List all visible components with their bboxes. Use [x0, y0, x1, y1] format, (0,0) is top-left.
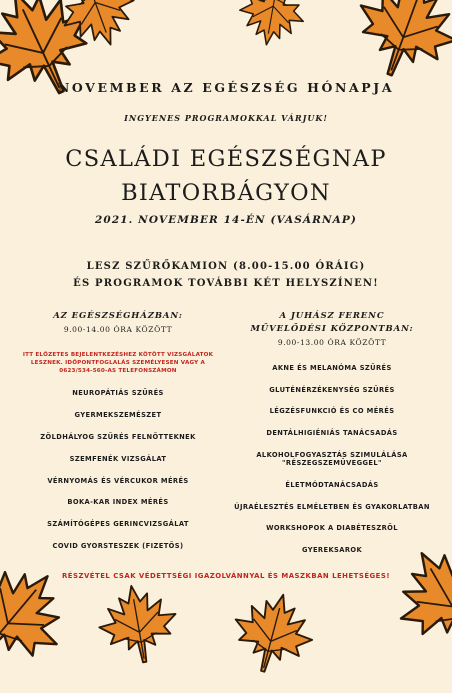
event-title-line-2: BIATORBÁGYON: [121, 180, 331, 206]
left-venue-name: AZ EGÉSZSÉGHÁZBAN:: [53, 311, 183, 321]
event-title: [0, 142, 452, 210]
invite-subtitle: INGYENES PROGRAMOKKAL VÁRJUK!: [124, 113, 328, 123]
list-item: ÉLETMÓDTANÁCSADÁS: [285, 481, 379, 490]
left-program-list: [18, 389, 218, 551]
right-venue-hours: 9.00-13.00 ÓRA KÖZÖTT: [277, 338, 387, 347]
list-item: GLUTÉNÉRZÉKENYSÉG SZŰRÉS: [269, 385, 395, 394]
list-item: ZÖLDHÁLYOG SZŰRÉS FELNŐTTEKNEK: [40, 432, 196, 441]
footer-note: RÉSZVÉTEL CSAK VÉDETTSÉGI IGAZOLVÁNNYAL ÉS MASZKBAN LEHETSÉGES!: [62, 572, 390, 580]
screening-line-2: ÉS PROGRAMOK TOVÁBBI KÉT HELYSZÍNEN!: [73, 278, 379, 289]
list-item: LÉGZÉSFUNKCIÓ ÉS CO MÉRÉS: [269, 407, 395, 416]
right-program-list: [232, 364, 432, 555]
right-venue-name-line-2: MŰVELŐDÉSI KÖZPONTBAN:: [250, 324, 414, 334]
right-venue-name: [232, 310, 432, 336]
list-item: ÚJRAÉLESZTÉS ELMÉLETBEN ÉS GYAKORLATBAN: [234, 502, 430, 511]
right-venue: [232, 310, 432, 568]
maple-leaf-icon: [227, 0, 318, 54]
booking-note: ITT ELŐZETES BEJELENTKEZÉSHEZ KÖTÖTT VIZSGÁLATOK LESZNEK. IDŐPONTFOGLALÁS SZEMÉLYESEN VAGY A 0623/534-560-AS TELEFONSZÁMON: [22, 352, 214, 374]
event-date: 2021. NOVEMBER 14-ÉN (VASÁRNAP): [95, 214, 357, 226]
list-item: SZEMFENÉK VIZSGÁLAT: [69, 454, 167, 463]
list-item: GYEREKSAROK: [301, 546, 363, 555]
right-venue-name-line-1: A JUHÁSZ FERENC: [279, 311, 385, 321]
screening-line-1: LESZ SZŰRŐKAMION (8.00-15.00 ÓRÁIG): [86, 261, 366, 272]
list-item: GYERMEKSZEMÉSZET: [74, 410, 162, 419]
list-item: DENTÁLHIGIÉNIÁS TANÁCSADÁS: [266, 429, 398, 438]
screening-info: [0, 258, 452, 292]
list-item: ALKOHOLFOGYASZTÁS SZIMULÁLÁSA "RÉSZEGSZEMÜVEGGEL": [256, 450, 408, 468]
list-item: VÉRNYOMÁS ÉS VÉRCUKOR MÉRÉS: [47, 476, 189, 485]
left-venue: [18, 310, 218, 564]
list-item: COVID GYORSTESZEK (FIZETŐS): [52, 542, 184, 551]
list-item: SZÁMÍTÓGÉPES GERINCVIZSGÁLAT: [47, 520, 189, 529]
list-item: AKNE ÉS MELANÓMA SZŰRÉS: [272, 364, 392, 372]
list-item: WORKSHOPOK A DIABÉTESZRŐL: [266, 524, 398, 533]
month-title: NOVEMBER AZ EGÉSZSÉG HÓNAPJA: [57, 80, 395, 95]
left-venue-hours: 9.00-14.00 ÓRA KÖZÖTT: [63, 325, 173, 334]
maple-leaf-icon: [89, 575, 186, 672]
maple-leaf-icon: [220, 580, 325, 685]
list-item: BOKA-KAR INDEX MÉRÉS: [67, 498, 169, 507]
event-title-line-1: CSALÁDI EGÉSZSÉGNAP: [65, 146, 387, 172]
list-item: NEUROPÁTIÁS SZŰRÉS: [72, 389, 164, 397]
